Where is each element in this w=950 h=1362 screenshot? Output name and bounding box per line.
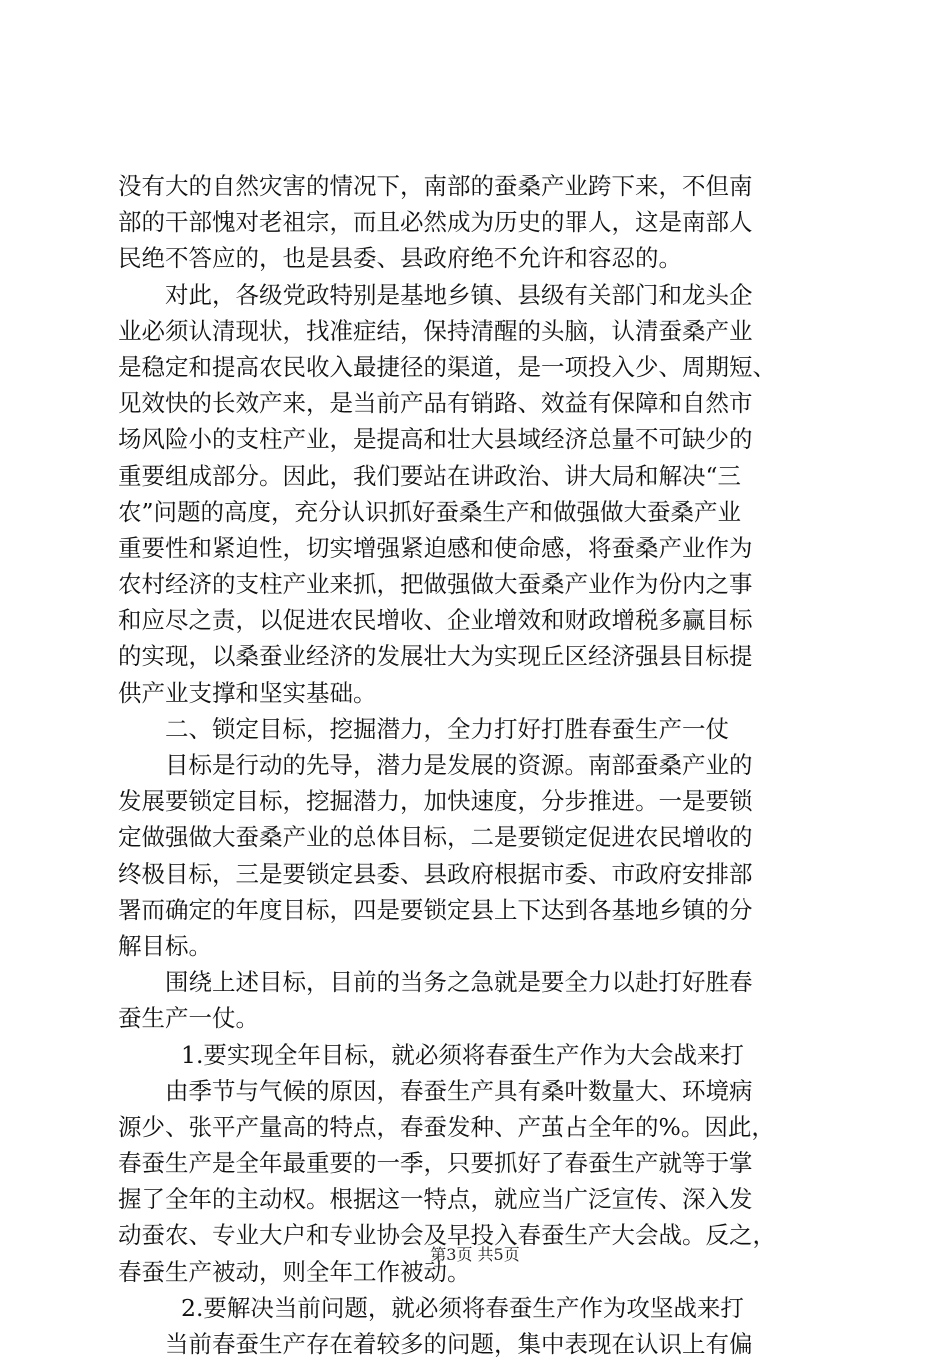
text-line: 动蚕农、专业大户和专业协会及早投入春蚕生产大会战。反之， — [118, 1221, 776, 1250]
numbered-heading: 2.要解决当前问题，就必须将春蚕生产作为攻坚战来打 — [181, 1293, 744, 1322]
text-line: 见效快的长效产来，是当前产品有销路、效益有保障和自然市 — [118, 389, 753, 418]
text-line: 重要性和紧迫性，切实增强紧迫感和使命感，将蚕桑产业作为 — [118, 533, 753, 562]
numbered-heading: 1.要实现全年目标，就必须将春蚕生产作为大会战来打 — [181, 1040, 744, 1069]
text-line: 农村经济的支柱产业来抓，把做强做大蚕桑产业作为份内之事 — [118, 570, 753, 599]
text-line: 发展要锁定目标，挖掘潜力，加快速度，分步推进。一是要锁 — [118, 787, 753, 816]
text-line: 部的干部愧对老祖宗，而且必然成为历史的罪人，这是南部人 — [118, 208, 753, 237]
paragraph-start-line: 当前春蚕生产存在着较多的问题，集中表现在认识上有偏 — [165, 1330, 753, 1358]
text-line: 供产业支撑和坚实基础。 — [118, 678, 377, 707]
text-line: 民绝不答应的，也是县委、县政府绝不允许和容忍的。 — [118, 244, 682, 273]
paragraph-start-line: 围绕上述目标，目前的当务之急就是要全力以赴打好胜春 — [165, 968, 753, 997]
document-body — [118, 168, 836, 1362]
section-heading: 二、锁定目标，挖掘潜力，全力打好打胜春蚕生产一仗 — [165, 714, 729, 743]
paragraph-start-line: 由季节与气候的原因，春蚕生产具有桑叶数量大、环境病 — [165, 1076, 753, 1105]
text-line: 是稳定和提高农民收入最捷径的渠道，是一项投入少、周期短、 — [118, 352, 776, 381]
text-line: 重要组成部分。因此，我们要站在讲政治、讲大局和解决“三 — [118, 461, 742, 490]
paragraph-start-line: 对此，各级党政特别是基地乡镇、县级有关部门和龙头企 — [165, 280, 753, 309]
text-line: 定做强做大蚕桑产业的总体目标，二是要锁定促进农民增收的 — [118, 823, 753, 852]
page-number-footer: 第3页 共5页 — [430, 1245, 520, 1264]
text-line: 春蚕生产被动，则全年工作被动。 — [118, 1257, 471, 1286]
text-line: 署而确定的年度目标，四是要锁定县上下达到各基地乡镇的分 — [118, 895, 753, 924]
text-line: 的实现，以桑蚕业经济的发展壮大为实现丘区经济强县目标提 — [118, 642, 753, 671]
text-line: 蚕生产一仗。 — [118, 1004, 259, 1033]
text-line: 握了全年的主动权。根据这一特点，就应当广泛宣传、深入发 — [118, 1185, 753, 1214]
text-line: 源少、张平产量高的特点，春蚕发种、产茧占全年的%。因此， — [118, 1112, 775, 1141]
text-line: 农”问题的高度，充分认识抓好蚕桑生产和做强做大蚕桑产业 — [118, 497, 742, 526]
text-line: 场风险小的支柱产业，是提高和壮大县域经济总量不可缺少的 — [118, 425, 753, 454]
text-line: 和应尽之责，以促进农民增收、企业增效和财政增税多赢目标 — [118, 606, 753, 635]
paragraph-start-line: 目标是行动的先导，潜力是发展的资源。南部蚕桑产业的 — [165, 751, 753, 779]
text-line: 解目标。 — [118, 931, 212, 960]
text-line: 业必须认清现状，找准症结，保持清醒的头脑，认清蚕桑产业 — [118, 316, 753, 345]
text-line: 终极目标，三是要锁定县委、县政府根据市委、市政府安排部 — [118, 859, 753, 888]
text-line: 春蚕生产是全年最重要的一季，只要抓好了春蚕生产就等于掌 — [118, 1149, 753, 1178]
text-line: 没有大的自然灾害的情况下，南部的蚕桑产业跨下来，不但南 — [118, 172, 753, 200]
